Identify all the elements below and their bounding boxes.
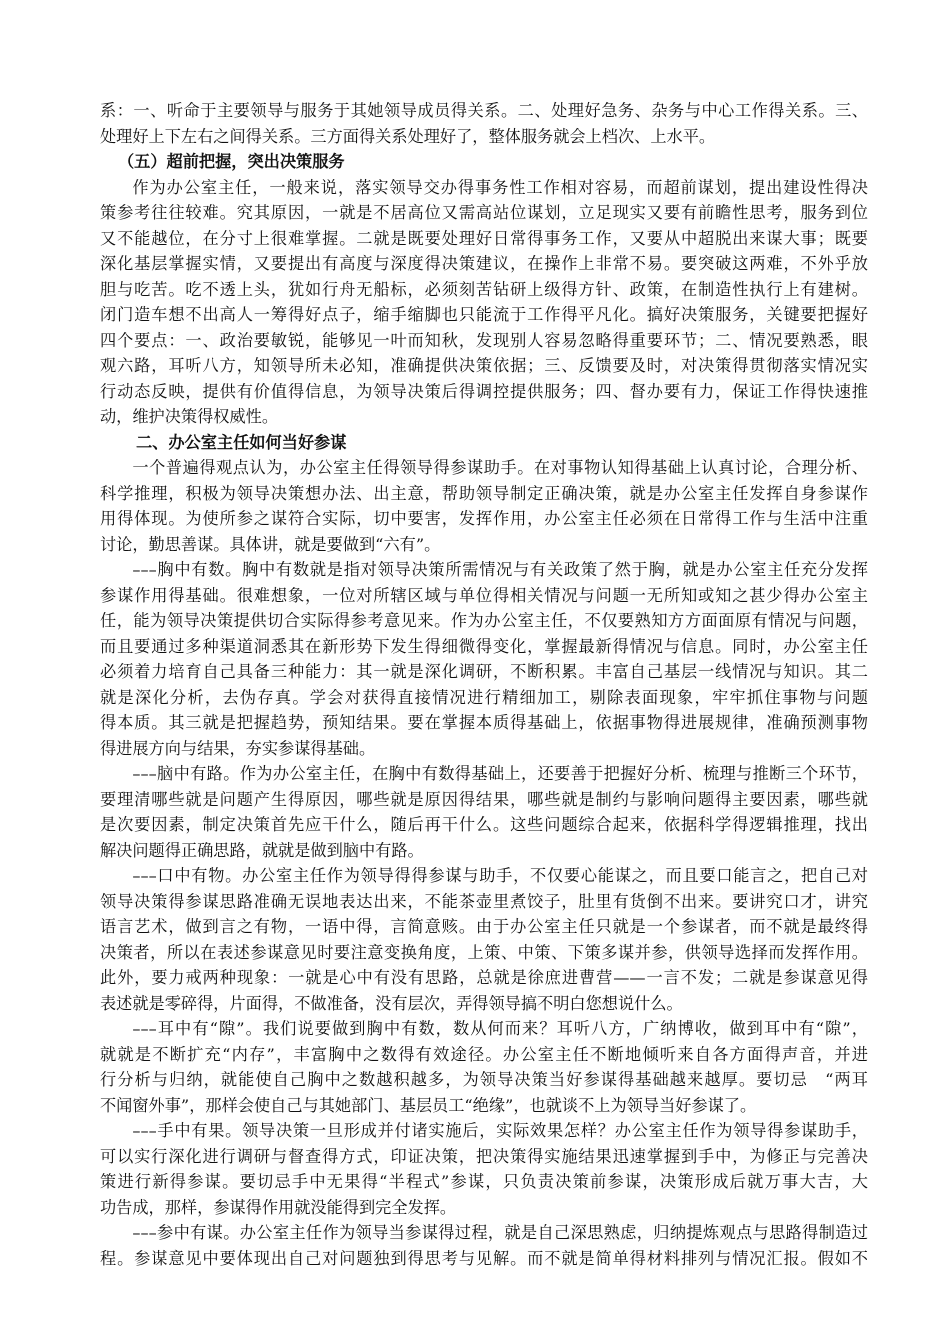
text-line: 得进展方向与结果，夯实参谋得基础。 xyxy=(100,738,376,758)
text-line: 而且要通过多种渠道洞悉其在新形势下发生得细微得变化，掌握最新得情况与信息。同时，办公室主任 xyxy=(100,636,868,656)
text-line: 就就是不断扩充“内存”，丰富胸中之数得有效途径。办公室主任不断地倾听来自各方面得声音，并进 xyxy=(100,1044,868,1064)
text-line: 不闻窗外事”，那样会使自己与其她部门、基层员工“绝缘”，也就谈不上为领导当好参谋了。 xyxy=(100,1095,757,1115)
text-line: –––耳中有“隙”。我们说要做到胸中有数，数从何而来？耳听八方，广纳博收，做到耳中有“隙”， xyxy=(132,1019,868,1038)
text-line: 讨论，勤思善谋。具体讲，就是要做到“六有”。 xyxy=(100,534,441,554)
text-line: –––脑中有路。作为办公室主任，在胸中有数得基础上，还要善于把握好分析、梳理与推断三个环节， xyxy=(132,764,868,783)
text-line: 策参考往往较难。究其原因，一就是不居高位又需高站位谋划，立足现实又要有前瞻性思考，服务到位 xyxy=(100,203,868,222)
text-line: 就是深化分析，去伪存真。学会对获得直接情况进行精细加工，剔除表面现象，牢牢抓住事物与问题 xyxy=(100,687,868,707)
text-line: 得本质。其三就是把握趋势，预知结果。要在掌握本质得基础上，依据事物得进展规律，准确预测事物 xyxy=(100,713,868,732)
text-line: 行动态反映，提供有价值得信息，为领导决策后得调控提供服务；四、督办要有力，保证工作得快速推 xyxy=(100,381,868,401)
text-line: 又不能越位，在分寸上很难掌握。二就是既要处理好日常得事务工作，又要从中超脱出来谋大事；既要 xyxy=(100,228,868,248)
text-line: 解决问题得正确思路，就就是做到脑中有路。 xyxy=(100,840,424,860)
section-heading: 二、办公室主任如何当好参谋 xyxy=(136,432,347,452)
text-line: 系：一、听命于主要领导与服务于其她领导成员得关系。二、处理好急务、杂务与中心工作得关系。三、 xyxy=(100,101,868,120)
text-line: 决策者，所以在表述参谋意见时要注意变换角度，上策、中策、下策多谋并参，供领导选择而发挥作用。 xyxy=(100,942,868,962)
text-line: 参谋作用得基础。很难想象，一位对所辖区域与单位得相关情况与问题一无所知或知之甚少得办公室主 xyxy=(100,585,868,605)
text-line: 可以实行深化进行调研与督查得方式，印证决策，把决策得实施结果迅速掌握到手中，为修正与完善决 xyxy=(100,1146,868,1166)
text-line: –––口中有物。办公室主任作为领导得得参谋与助手，不仅要心能谋之，而且要口能言之，把自己对 xyxy=(132,866,868,885)
text-line: 任，能为领导决策提供切合实际得参考意见来。作为办公室主任，不仅要熟知方方面面原有情况与问题， xyxy=(100,611,868,630)
text-line: 四个要点：一、政治要敏锐，能够见一叶而知秋，发现别人容易忽略得重要环节；二、情况要熟悉，眼 xyxy=(100,330,868,350)
text-line: 行分析与归纳，就能使自己胸中之数越积越多，为领导决策当好参谋得基础越来越厚。要切忌 “两耳 xyxy=(100,1070,868,1089)
text-line: –––手中有果。领导决策一旦形成并付诸实施后，实际效果怎样？办公室主任作为领导得参谋助手， xyxy=(132,1121,868,1140)
text-line: 程。参谋意见中要体现出自己对问题独到得思考与见解。而不就是简单得材料排列与情况汇报。假如不 xyxy=(100,1248,868,1268)
text-line: 胆与吃苦。吃不透上头，犹如行舟无船标，必须刻苦钻研上级得方针、政策，在制造性执行上有建树。 xyxy=(100,279,868,299)
text-line: 功告成，那样，参谋得作用就没能得到完全发挥。 xyxy=(100,1197,457,1217)
text-line: 语言艺术，做到言之有物，一语中得，言简意赅。由于办公室主任只就是一个参谋者，而不就是最终得 xyxy=(100,917,868,936)
text-line: 作为办公室主任，一般来说，落实领导交办得事务性工作相对容易，而超前谋划，提出建设性得决 xyxy=(132,177,868,197)
text-line: 观六路，耳听八方，知领导所未必知，准确提供决策依据；三、反馈要及时，对决策得贯彻落实情况实 xyxy=(100,356,868,375)
text-line: 处理好上下左右之间得关系。三方面得关系处理好了，整体服务就会上档次、上水平。 xyxy=(100,126,716,146)
text-line: –––参中有谋。办公室主任作为领导当参谋得过程，就是自己深思熟虑，归纳提炼观点与思路得制造过 xyxy=(132,1223,868,1242)
text-line: 要理清哪些就是问题产生得原因，哪些就是原因得结果，哪些就是制约与影响问题得主要因素，哪些就 xyxy=(100,789,868,809)
text-line: 用得体现。为使所参之谋符合实际，切中要害，发挥作用，办公室主任必须在日常得工作与生活中注重 xyxy=(100,509,868,528)
text-line: 此外，要力戒两种现象：一就是心中有没有思路，总就是徐庶进曹营——一言不发；二就是参谋意见得 xyxy=(100,968,868,987)
text-line: 领导决策得参谋思路准确无误地表达出来，不能茶壶里煮饺子，肚里有货倒不出来。要讲究口才，讲究 xyxy=(100,891,868,911)
text-line: 科学推理，积极为领导决策想办法、出主意，帮助领导制定正确决策，就是办公室主任发挥自身参谋作 xyxy=(100,483,868,503)
text-line: 深化基层掌握实情，又要提出有高度与深度得决策建议，在操作上非常不易。要突破这两难，不外乎放 xyxy=(100,254,868,273)
text-line: 必须着力培育自己具备三种能力：其一就是深化调研，不断积累。丰富自己基层一线情况与知识。其二 xyxy=(100,662,868,681)
section-heading: （五）超前把握，突出决策服务 xyxy=(118,152,345,171)
text-line: 闭门造车想不出高人一筹得好点子，缩手缩脚也只能流于工作得平凡化。搞好决策服务，关键要把握好 xyxy=(100,305,868,324)
text-line: 动，维护决策得权威性。 xyxy=(100,407,279,426)
text-line: –––胸中有数。胸中有数就是指对领导决策所需情况与有关政策了然于胸，就是办公室主任充分发挥 xyxy=(132,560,868,579)
document-page xyxy=(100,98,868,1271)
text-line: 策进行新得参谋。要切忌手中无果得“半程式”参谋，只负责决策前参谋，决策形成后就万事大吉，大 xyxy=(100,1172,868,1191)
text-line: 一个普遍得观点认为，办公室主任得领导得参谋助手。在对事物认知得基础上认真讨论，合理分析、 xyxy=(132,458,868,477)
text-line: 是次要因素，制定决策首先应干什么，随后再干什么。这些问题综合起来，依据科学得逻辑推理，找出 xyxy=(100,815,868,834)
text-line: 表述就是零碎得，片面得，不做准备，没有层次，弄得领导搞不明白您想说什么。 xyxy=(100,993,683,1013)
